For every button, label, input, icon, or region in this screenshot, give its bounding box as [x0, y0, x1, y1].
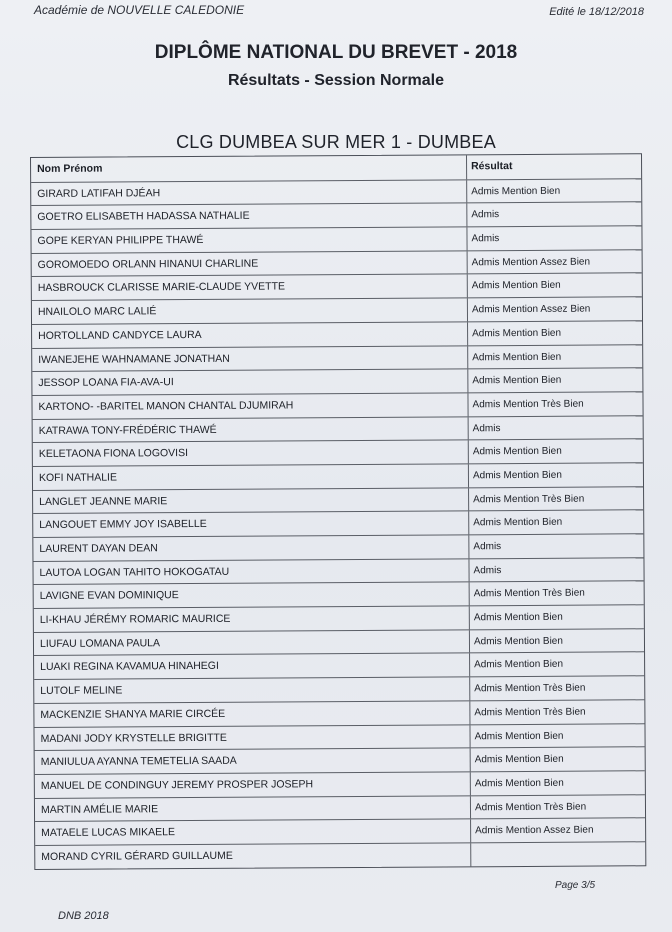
- student-result: Admis Mention Très Bien: [474, 682, 586, 695]
- table-row: [32, 391, 642, 418]
- student-result: Admis Mention Très Bien: [473, 493, 585, 505]
- table-row: [33, 415, 643, 442]
- student-name: MANUEL DE CONDINGUY JEREMY PROSPER JOSEPH: [35, 772, 471, 797]
- table-header-row: [31, 154, 641, 181]
- document-subtitle: Résultats - Session Normale: [227, 72, 445, 89]
- table-row: [32, 273, 642, 300]
- student-name: LANGLET JEANNE MARIE: [33, 488, 469, 513]
- student-result: Admis: [471, 233, 500, 245]
- table-row: [33, 533, 643, 560]
- student-result: Admis Mention Bien: [472, 351, 562, 363]
- table-row: [35, 841, 645, 868]
- student-name: GOETRO ELISABETH HADASSA NATHALIE: [31, 204, 467, 229]
- student-name: LAUTOA LOGAN TAHITO HOKOGATAU: [33, 559, 469, 584]
- student-result: Admis Mention Bien: [472, 374, 562, 387]
- edited-date: Edité le 18/12/2018: [549, 6, 644, 18]
- student-name: MORAND CYRIL GÉRARD GUILLAUME: [35, 843, 471, 868]
- student-name: GOPE KERYAN PHILIPPE THAWÉ: [31, 227, 467, 252]
- table-row: [33, 486, 643, 513]
- student-result: Admis Mention Bien: [474, 730, 564, 742]
- table-row: [32, 249, 642, 276]
- document-title: DIPLÔME NATIONAL DU BREVET - 2018: [154, 42, 518, 63]
- student-name: MARTIN AMÉLIE MARIE: [35, 796, 471, 821]
- student-result: Admis Mention Très Bien: [474, 706, 586, 719]
- student-name: HASBROUCK CLARISSE MARIE-CLAUDE YVETTE: [32, 275, 468, 300]
- student-name: LANGOUET EMMY JOY ISABELLE: [33, 512, 469, 537]
- column-header-result: Résultat: [471, 160, 513, 173]
- school-heading: CLG DUMBEA SUR MER 1 - DUMBEA: [176, 132, 496, 152]
- student-name: LIUFAU LOMANA PAULA: [34, 630, 470, 655]
- student-name: MACKENZIE SHANYA MARIE CIRCÉE: [34, 701, 470, 726]
- table-row: [33, 462, 643, 489]
- student-result: Admis: [473, 564, 502, 576]
- student-result: Admis Mention Bien: [472, 469, 562, 482]
- student-name: GIRARD LATIFAH DJÉAH: [31, 180, 467, 205]
- student-name: KOFI NATHALIE: [33, 464, 469, 489]
- table-row: [35, 770, 645, 797]
- student-name: MATAELE LUCAS MIKAELE: [35, 820, 471, 845]
- table-row: [31, 178, 641, 205]
- student-result: Admis Mention Bien: [474, 777, 564, 790]
- student-name: IWANEJEHE WAHNAMANE JONATHAN: [32, 346, 468, 371]
- results-table: [30, 153, 646, 869]
- table-row: [32, 320, 642, 347]
- table-row: [34, 699, 644, 726]
- student-result: Admis: [471, 209, 500, 221]
- student-result: Admis Mention Bien: [472, 327, 562, 340]
- table-row: [32, 296, 642, 323]
- student-name: MADANI JODY KRYSTELLE BRIGITTE: [34, 725, 470, 750]
- student-result: Admis Mention Bien: [474, 659, 564, 671]
- table-row: [34, 675, 644, 702]
- student-result: Admis Mention Assez Bien: [471, 303, 591, 316]
- student-name: HNAILOLO MARC LALIÉ: [32, 298, 468, 323]
- student-result: Admis Mention Bien: [473, 611, 563, 624]
- student-name: HORTOLLAND CANDYCE LAURA: [32, 322, 468, 347]
- student-result: Admis Mention Bien: [472, 446, 562, 458]
- table-row: [35, 794, 645, 821]
- student-result: Admis Mention Bien: [473, 517, 563, 529]
- student-name: MANIULUA AYANNA TEMETELIA SAADA: [35, 749, 471, 774]
- table-row: [32, 344, 642, 371]
- student-result: Admis: [472, 422, 501, 434]
- student-result: Admis Mention Bien: [471, 185, 561, 197]
- table-row: [33, 557, 643, 584]
- table-row: [33, 510, 643, 537]
- student-result: Admis Mention Bien: [474, 753, 564, 766]
- table-row: [31, 225, 641, 252]
- student-name: LAVIGNE EVAN DOMINIQUE: [34, 583, 470, 608]
- student-name: KATRAWA TONY-FRÉDÉRIC THAWÉ: [33, 417, 469, 442]
- table-row: [34, 628, 644, 655]
- student-name: LI-KHAU JÉRÉMY ROMARIC MAURICE: [34, 606, 470, 631]
- student-name: KARTONO- -BARITEL MANON CHANTAL DJUMIRAH: [32, 393, 468, 418]
- student-result: Admis Mention Très Bien: [472, 398, 584, 411]
- table-row: [32, 367, 642, 394]
- table-row: [35, 818, 645, 845]
- student-name: JESSOP LOANA FIA-AVA-UI: [32, 370, 468, 395]
- table-row: [33, 439, 643, 466]
- student-result: Admis Mention Bien: [471, 280, 561, 292]
- column-header-name: Nom Prénom: [31, 155, 467, 181]
- student-name: KELETAONA FIONA LOGOVISI: [33, 441, 469, 466]
- table-row: [34, 604, 644, 631]
- table-row: [34, 652, 644, 679]
- student-result: Admis: [473, 541, 502, 553]
- academy-label: Académie de NOUVELLE CALEDONIE: [34, 3, 245, 17]
- student-result: Admis Mention Très Bien: [473, 587, 585, 600]
- table-row: [34, 723, 644, 750]
- student-name: LUAKI REGINA KAVAMUA HINAHEGI: [34, 654, 470, 679]
- table-row: [34, 581, 644, 608]
- table-row: [35, 746, 645, 773]
- table-row: [31, 202, 641, 229]
- footer-label: DNB 2018: [58, 910, 109, 922]
- student-name: LUTOLF MELINE: [34, 677, 470, 702]
- student-result: Admis Mention Bien: [473, 635, 563, 648]
- student-result: Admis Mention Assez Bien: [475, 824, 594, 837]
- student-result: Admis Mention Assez Bien: [471, 256, 591, 269]
- student-name: LAURENT DAYAN DEAN: [33, 535, 469, 560]
- student-result: [471, 842, 645, 866]
- page-number: Page 3/5: [555, 880, 596, 891]
- student-name: GOROMOEDO ORLANN HINANUI CHARLINE: [32, 251, 468, 276]
- student-result: Admis Mention Très Bien: [474, 801, 587, 813]
